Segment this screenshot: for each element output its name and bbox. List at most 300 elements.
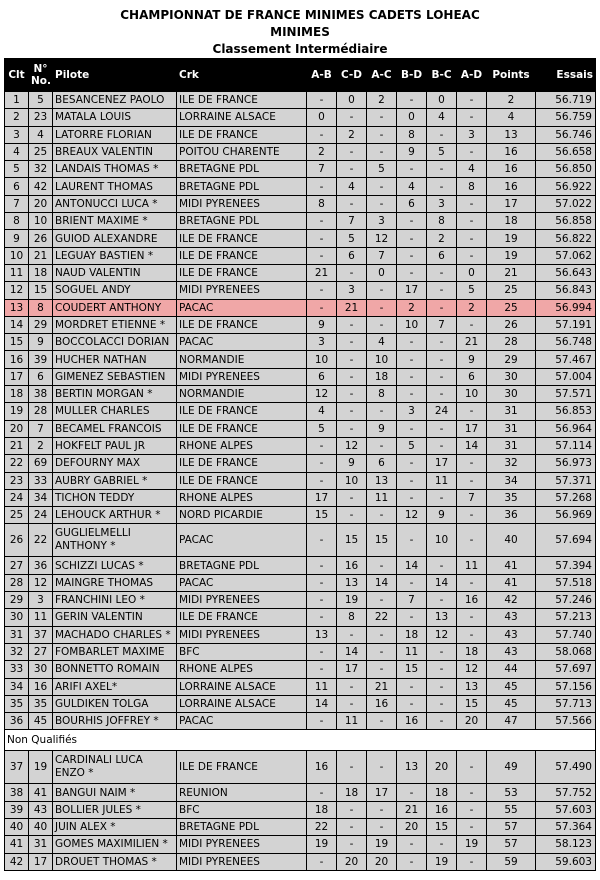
cell-essais: 56.969 (536, 507, 596, 524)
cell-ad: - (457, 230, 487, 247)
cell-ab: 19 (307, 836, 337, 853)
cell-bd: 8 (397, 126, 427, 143)
cell-cd: 13 (337, 574, 367, 591)
cell-points: 34 (487, 472, 536, 489)
cell-no: 4 (29, 126, 53, 143)
cell-ab: - (307, 592, 337, 609)
cell-bc: 5 (427, 143, 457, 160)
cell-ad: - (457, 472, 487, 489)
cell-ad: 17 (457, 420, 487, 437)
cell-essais: 57.603 (536, 801, 596, 818)
cell-crk: LORRAINE ALSACE (177, 678, 307, 695)
cell-bd: - (397, 609, 427, 626)
cell-clt: 21 (5, 437, 29, 454)
cell-points: 57 (487, 818, 536, 835)
cell-bc: - (427, 351, 457, 368)
cell-no: 2 (29, 437, 53, 454)
cell-essais: 56.822 (536, 230, 596, 247)
cell-bd: - (397, 420, 427, 437)
cell-essais: 56.643 (536, 264, 596, 281)
cell-no: 7 (29, 420, 53, 437)
cell-pilote: BONNETTO ROMAIN (53, 661, 177, 678)
cell-pilote: GERIN VALENTIN (53, 609, 177, 626)
cell-bc: - (427, 661, 457, 678)
cell-crk: BRETAGNE PDL (177, 161, 307, 178)
cell-points: 36 (487, 507, 536, 524)
cell-pilote: BESANCENEZ PAOLO (53, 92, 177, 109)
cell-points: 30 (487, 386, 536, 403)
cell-ab: 7 (307, 161, 337, 178)
cell-ac: - (367, 143, 397, 160)
cell-cd: - (337, 489, 367, 506)
cell-bc: - (427, 489, 457, 506)
table-row (5, 592, 596, 609)
cell-bc: 6 (427, 247, 457, 264)
cell-pilote: BOCCOLACCI DORIAN (53, 334, 177, 351)
cell-points: 53 (487, 784, 536, 801)
cell-no: 15 (29, 282, 53, 299)
cell-points: 41 (487, 574, 536, 591)
cell-ad: - (457, 524, 487, 557)
cell-clt: 18 (5, 386, 29, 403)
cell-clt: 14 (5, 316, 29, 333)
cell-cd: 14 (337, 643, 367, 660)
cell-ab: 9 (307, 316, 337, 333)
cell-ab: 16 (307, 751, 337, 784)
cell-ab: 15 (307, 507, 337, 524)
cell-pilote: GUGLIELMELLI ANTHONY * (53, 524, 177, 557)
cell-bd: 16 (397, 713, 427, 730)
col-header-points: Points (487, 59, 536, 92)
cell-bd: - (397, 213, 427, 230)
cell-bd: - (397, 472, 427, 489)
cell-clt: 34 (5, 678, 29, 695)
cell-bd: 3 (397, 403, 427, 420)
cell-points: 31 (487, 403, 536, 420)
table-row (5, 695, 596, 712)
cell-essais: 58.123 (536, 836, 596, 853)
cell-ad: - (457, 609, 487, 626)
cell-cd: - (337, 386, 367, 403)
cell-crk: MIDI PYRENEES (177, 853, 307, 870)
cell-ab: 21 (307, 264, 337, 281)
cell-ac: 21 (367, 678, 397, 695)
cell-ab: 4 (307, 403, 337, 420)
cell-bc: 15 (427, 818, 457, 835)
cell-ad: - (457, 195, 487, 212)
cell-bd: 15 (397, 661, 427, 678)
col-header-cd: C-D (337, 59, 367, 92)
cell-ad: - (457, 853, 487, 870)
cell-ab: 11 (307, 678, 337, 695)
cell-no: 23 (29, 109, 53, 126)
cell-crk: MIDI PYRENEES (177, 368, 307, 385)
ranking-title: Classement Intermédiaire (212, 42, 388, 56)
cell-essais: 57.004 (536, 368, 596, 385)
cell-bc: - (427, 557, 457, 574)
cell-bc: 10 (427, 524, 457, 557)
cell-crk: ILE DE FRANCE (177, 92, 307, 109)
cell-ac: - (367, 557, 397, 574)
cell-crk: BFC (177, 643, 307, 660)
cell-points: 13 (487, 126, 536, 143)
cell-no: 42 (29, 178, 53, 195)
cell-pilote: DEFOURNY MAX (53, 455, 177, 472)
cell-bd: - (397, 678, 427, 695)
cell-clt: 28 (5, 574, 29, 591)
table-row (5, 420, 596, 437)
cell-points: 25 (487, 282, 536, 299)
cell-crk: ILE DE FRANCE (177, 403, 307, 420)
cell-clt: 29 (5, 592, 29, 609)
cell-clt: 31 (5, 626, 29, 643)
cell-ac: - (367, 437, 397, 454)
cell-ad: - (457, 92, 487, 109)
cell-ad: - (457, 626, 487, 643)
cell-ad: 21 (457, 334, 487, 351)
cell-essais: 57.213 (536, 609, 596, 626)
cell-no: 40 (29, 818, 53, 835)
cell-bd: - (397, 489, 427, 506)
cell-points: 40 (487, 524, 536, 557)
cell-essais: 57.571 (536, 386, 596, 403)
cell-ad: 11 (457, 557, 487, 574)
cell-ac: - (367, 751, 397, 784)
table-row (5, 264, 596, 281)
cell-essais: 56.858 (536, 213, 596, 230)
cell-pilote: BERTIN MORGAN * (53, 386, 177, 403)
cell-pilote: GULDIKEN TOLGA (53, 695, 177, 712)
cell-essais: 57.246 (536, 592, 596, 609)
table-row (5, 437, 596, 454)
cell-no: 27 (29, 643, 53, 660)
cell-bc: - (427, 178, 457, 195)
cell-ac: 7 (367, 247, 397, 264)
cell-pilote: SCHIZZI LUCAS * (53, 557, 177, 574)
cell-ad: - (457, 316, 487, 333)
table-row (5, 109, 596, 126)
cell-ab: - (307, 713, 337, 730)
cell-no: 5 (29, 92, 53, 109)
cell-no: 21 (29, 247, 53, 264)
cell-bc: - (427, 299, 457, 316)
table-row (5, 507, 596, 524)
cell-bc: 2 (427, 230, 457, 247)
cell-pilote: LEGUAY BASTIEN * (53, 247, 177, 264)
cell-essais: 56.658 (536, 143, 596, 160)
cell-ad: - (457, 403, 487, 420)
cell-no: 33 (29, 472, 53, 489)
cell-cd: - (337, 420, 367, 437)
cell-bd: 7 (397, 592, 427, 609)
cell-clt: 19 (5, 403, 29, 420)
cell-ad: 7 (457, 489, 487, 506)
cell-pilote: GOMES MAXIMILIEN * (53, 836, 177, 853)
cell-ac: 16 (367, 695, 397, 712)
cell-bc: 20 (427, 751, 457, 784)
cell-no: 25 (29, 143, 53, 160)
cell-pilote: FRANCHINI LEO * (53, 592, 177, 609)
cell-pilote: BANGUI NAIM * (53, 784, 177, 801)
cell-ad: - (457, 143, 487, 160)
cell-ad: 3 (457, 126, 487, 143)
cell-no: 3 (29, 592, 53, 609)
cell-crk: ILE DE FRANCE (177, 247, 307, 264)
cell-points: 29 (487, 351, 536, 368)
cell-bd: 6 (397, 195, 427, 212)
cell-ad: 0 (457, 264, 487, 281)
cell-cd: 11 (337, 713, 367, 730)
cell-essais: 57.697 (536, 661, 596, 678)
cell-essais: 57.268 (536, 489, 596, 506)
cell-points: 44 (487, 661, 536, 678)
cell-ac: 9 (367, 420, 397, 437)
cell-pilote: HOKFELT PAUL JR (53, 437, 177, 454)
cell-cd: - (337, 143, 367, 160)
cell-pilote: BREAUX VALENTIN (53, 143, 177, 160)
table-row (5, 126, 596, 143)
cell-bd: 17 (397, 282, 427, 299)
cell-bd: - (397, 230, 427, 247)
cell-essais: 57.156 (536, 678, 596, 695)
col-header-no: N° No. (29, 59, 53, 92)
cell-ac: 4 (367, 334, 397, 351)
cell-pilote: TICHON TEDDY (53, 489, 177, 506)
cell-bc: 9 (427, 507, 457, 524)
table-row (5, 403, 596, 420)
cell-ac: 15 (367, 524, 397, 557)
table-row (5, 784, 596, 801)
cell-no: 20 (29, 195, 53, 212)
cell-clt: 11 (5, 264, 29, 281)
cell-no: 36 (29, 557, 53, 574)
cell-ab: - (307, 472, 337, 489)
table-row (5, 161, 596, 178)
cell-crk: BFC (177, 801, 307, 818)
cell-pilote: BOLLIER JULES * (53, 801, 177, 818)
cell-clt: 30 (5, 609, 29, 626)
cell-no: 30 (29, 661, 53, 678)
cell-bd: - (397, 784, 427, 801)
cell-clt: 33 (5, 661, 29, 678)
cell-ab: 17 (307, 489, 337, 506)
table-row (5, 626, 596, 643)
cell-cd: - (337, 695, 367, 712)
cell-bd: 2 (397, 299, 427, 316)
cell-points: 42 (487, 592, 536, 609)
cell-ac: 17 (367, 784, 397, 801)
cell-crk: PACAC (177, 299, 307, 316)
cell-clt: 20 (5, 420, 29, 437)
cell-bd: - (397, 455, 427, 472)
cell-cd: 6 (337, 247, 367, 264)
cell-cd: - (337, 195, 367, 212)
cell-bc: 7 (427, 316, 457, 333)
table-row (5, 751, 596, 784)
cell-clt: 41 (5, 836, 29, 853)
cell-clt: 4 (5, 143, 29, 160)
col-header-clt: Clt (5, 59, 29, 92)
cell-clt: 13 (5, 299, 29, 316)
cell-crk: ILE DE FRANCE (177, 316, 307, 333)
cell-bc: - (427, 836, 457, 853)
cell-ab: - (307, 784, 337, 801)
championship-title: CHAMPIONNAT DE FRANCE MINIMES CADETS LOHEAC (120, 8, 480, 22)
cell-clt: 23 (5, 472, 29, 489)
cell-cd: - (337, 678, 367, 695)
cell-cd: 8 (337, 609, 367, 626)
cell-bd: - (397, 351, 427, 368)
cell-ab: - (307, 661, 337, 678)
cell-essais: 56.922 (536, 178, 596, 195)
cell-pilote: LATORRE FLORIAN (53, 126, 177, 143)
cell-bd: 13 (397, 751, 427, 784)
cell-crk: BRETAGNE PDL (177, 557, 307, 574)
cell-clt: 24 (5, 489, 29, 506)
cell-ad: - (457, 213, 487, 230)
cell-essais: 57.694 (536, 524, 596, 557)
cell-clt: 15 (5, 334, 29, 351)
cell-pilote: NAUD VALENTIN (53, 264, 177, 281)
cell-essais: 56.853 (536, 403, 596, 420)
cell-no: 69 (29, 455, 53, 472)
cell-ad: 13 (457, 678, 487, 695)
cell-clt: 17 (5, 368, 29, 385)
cell-ac: - (367, 801, 397, 818)
cell-points: 45 (487, 695, 536, 712)
col-header-bc: B-C (427, 59, 457, 92)
cell-clt: 39 (5, 801, 29, 818)
cell-clt: 35 (5, 695, 29, 712)
cell-crk: LORRAINE ALSACE (177, 109, 307, 126)
col-header-ad: A-D (457, 59, 487, 92)
cell-ab: - (307, 299, 337, 316)
cell-ac: 22 (367, 609, 397, 626)
cell-ad: 18 (457, 643, 487, 660)
col-header-essais: Essais (536, 59, 596, 92)
cell-pilote: GIMENEZ SEBASTIEN (53, 368, 177, 385)
cell-no: 19 (29, 751, 53, 784)
cell-clt: 6 (5, 178, 29, 195)
cell-essais: 57.022 (536, 195, 596, 212)
table-row (5, 489, 596, 506)
cell-clt: 16 (5, 351, 29, 368)
cell-points: 31 (487, 437, 536, 454)
cell-clt: 32 (5, 643, 29, 660)
cell-ab: - (307, 92, 337, 109)
cell-crk: MIDI PYRENEES (177, 282, 307, 299)
cell-bc: 8 (427, 213, 457, 230)
cell-ab: - (307, 282, 337, 299)
cell-bd: 12 (397, 507, 427, 524)
cell-crk: ILE DE FRANCE (177, 751, 307, 784)
cell-cd: - (337, 507, 367, 524)
cell-ac: 19 (367, 836, 397, 853)
cell-cd: 7 (337, 213, 367, 230)
table-row (5, 678, 596, 695)
table-row (5, 247, 596, 264)
cell-no: 34 (29, 489, 53, 506)
cell-crk: PACAC (177, 334, 307, 351)
cell-cd: 21 (337, 299, 367, 316)
table-row (5, 351, 596, 368)
cell-essais: 57.740 (536, 626, 596, 643)
table-row (5, 386, 596, 403)
cell-crk: ILE DE FRANCE (177, 609, 307, 626)
cell-no: 8 (29, 299, 53, 316)
cell-no: 10 (29, 213, 53, 230)
cell-pilote: BECAMEL FRANCOIS (53, 420, 177, 437)
cell-bd: 0 (397, 109, 427, 126)
cell-crk: ILE DE FRANCE (177, 230, 307, 247)
cell-ac: - (367, 126, 397, 143)
cell-ac: - (367, 195, 397, 212)
cell-ab: - (307, 609, 337, 626)
cell-pilote: MACHADO CHARLES * (53, 626, 177, 643)
cell-ab: - (307, 524, 337, 557)
cell-ad: - (457, 247, 487, 264)
table-row (5, 368, 596, 385)
cell-ac: 2 (367, 92, 397, 109)
cell-clt: 42 (5, 853, 29, 870)
cell-ac: - (367, 592, 397, 609)
cell-clt: 9 (5, 230, 29, 247)
cell-essais: 57.467 (536, 351, 596, 368)
cell-crk: NORMANDIE (177, 386, 307, 403)
cell-essais: 56.850 (536, 161, 596, 178)
cell-pilote: LAURENT THOMAS (53, 178, 177, 195)
cell-points: 25 (487, 299, 536, 316)
table-header-row (5, 59, 596, 92)
cell-bd: - (397, 264, 427, 281)
cell-crk: MIDI PYRENEES (177, 626, 307, 643)
cell-crk: PACAC (177, 574, 307, 591)
cell-ab: - (307, 557, 337, 574)
cell-crk: PACAC (177, 524, 307, 557)
cell-bc: 17 (427, 455, 457, 472)
cell-ad: - (457, 455, 487, 472)
cell-cd: - (337, 801, 367, 818)
cell-crk: ILE DE FRANCE (177, 472, 307, 489)
cell-pilote: MAINGRE THOMAS (53, 574, 177, 591)
cell-clt: 12 (5, 282, 29, 299)
cell-bd: - (397, 695, 427, 712)
cell-essais: 56.759 (536, 109, 596, 126)
cell-cd: - (337, 316, 367, 333)
cell-points: 28 (487, 334, 536, 351)
cell-essais: 56.748 (536, 334, 596, 351)
cell-ab: 5 (307, 420, 337, 437)
cell-ac: - (367, 316, 397, 333)
cell-points: 31 (487, 420, 536, 437)
cell-points: 16 (487, 143, 536, 160)
cell-points: 16 (487, 178, 536, 195)
cell-points: 55 (487, 801, 536, 818)
cell-ac: - (367, 818, 397, 835)
cell-bd: 10 (397, 316, 427, 333)
cell-ab: - (307, 437, 337, 454)
cell-crk: MIDI PYRENEES (177, 836, 307, 853)
table-row (5, 524, 596, 557)
cell-bd: - (397, 247, 427, 264)
cell-bd: - (397, 574, 427, 591)
cell-clt: 26 (5, 524, 29, 557)
cell-ad: - (457, 784, 487, 801)
cell-bd: - (397, 386, 427, 403)
cell-points: 16 (487, 161, 536, 178)
table-row (5, 92, 596, 109)
cell-ad: 15 (457, 695, 487, 712)
